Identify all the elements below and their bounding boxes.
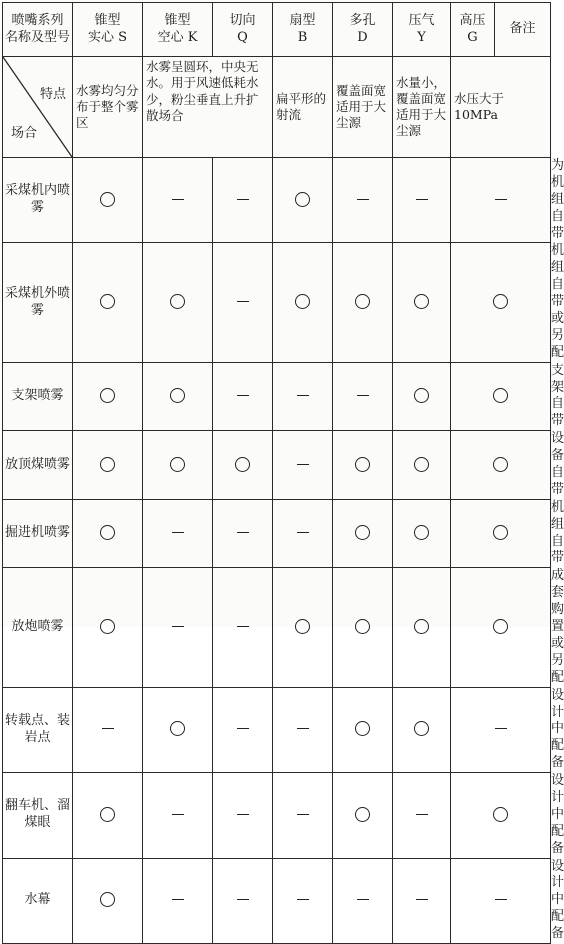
mark-cell <box>333 858 393 943</box>
row-label: 转载点、装岩点 <box>3 687 73 772</box>
circle-mark-icon <box>295 192 310 207</box>
mark-cell <box>273 362 333 431</box>
mark-cell <box>143 773 213 858</box>
row-label: 采煤机外喷雾 <box>3 243 73 362</box>
mark-cell <box>393 773 451 858</box>
mark-cell <box>273 568 333 687</box>
mark-cell <box>73 687 143 772</box>
dash-mark-icon <box>297 395 309 396</box>
dash-mark-icon <box>172 199 184 200</box>
dash-mark-icon <box>416 899 428 900</box>
mark-cell <box>213 362 273 431</box>
circle-mark-icon <box>493 294 508 309</box>
mark-cell <box>213 243 273 362</box>
mark-cell <box>73 568 143 687</box>
col-header-g: 高压 G <box>451 3 495 57</box>
mark-cell <box>143 499 213 568</box>
dash-mark-icon <box>237 814 249 815</box>
dash-mark-icon <box>357 199 369 200</box>
row-label: 翻车机、溜煤眼 <box>3 773 73 858</box>
mark-cell <box>393 158 451 243</box>
circle-mark-icon <box>414 721 429 736</box>
circle-mark-icon <box>414 619 429 634</box>
circle-mark-icon <box>355 294 370 309</box>
feature-row <box>3 57 551 158</box>
place-label: 场合 <box>11 126 38 142</box>
dash-mark-icon <box>172 532 184 533</box>
circle-mark-icon <box>100 892 115 907</box>
circle-mark-icon <box>414 525 429 540</box>
mark-cell <box>393 243 451 362</box>
feature-s: 水雾均匀分布于整个雾区 <box>73 57 143 158</box>
circle-mark-icon <box>493 388 508 403</box>
mark-cell <box>213 431 273 500</box>
mark-cell <box>273 243 333 362</box>
dash-mark-icon <box>237 532 249 533</box>
mark-cell <box>143 243 213 362</box>
mark-cell <box>213 499 273 568</box>
dash-mark-icon <box>297 814 309 815</box>
dash-mark-icon <box>172 899 184 900</box>
mark-cell <box>143 687 213 772</box>
mark-cell <box>143 362 213 431</box>
mark-cell <box>143 431 213 500</box>
col-header-s: 锥型 实心 S <box>73 3 143 57</box>
mark-cell <box>393 858 451 943</box>
row-label: 放炮喷雾 <box>3 568 73 687</box>
feature-g: 水压大于10MPa <box>451 57 551 158</box>
col-header-d: 多孔 D <box>333 3 393 57</box>
first-column-header <box>3 3 73 57</box>
circle-mark-icon <box>100 525 115 540</box>
dash-mark-icon <box>357 899 369 900</box>
mark-cell <box>213 858 273 943</box>
dash-mark-icon <box>297 464 309 465</box>
dash-mark-icon <box>237 626 249 627</box>
mark-cell <box>73 158 143 243</box>
mark-cell <box>451 158 551 243</box>
circle-mark-icon <box>414 457 429 472</box>
table-row: 采煤机外喷雾 机组自带或另配 <box>3 243 551 362</box>
feature-d: 覆盖面宽适用于大尘源 <box>333 57 393 158</box>
diagonal-header-cell <box>3 57 73 158</box>
first-col-header-line1: 喷嘴系列 <box>11 12 64 28</box>
table-row: 放炮喷雾 成套购置或另配 <box>3 568 551 687</box>
circle-mark-icon <box>355 457 370 472</box>
dash-mark-icon <box>297 728 309 729</box>
table-row: 支架喷雾 支架自带 <box>3 362 551 431</box>
circle-mark-icon <box>493 525 508 540</box>
feature-k: 水雾呈圆环，中央无水。用于风速低耗水少，粉尘垂直上升扩散场合 <box>143 57 273 158</box>
feature-b: 扁平形的射流 <box>273 57 333 158</box>
mark-cell <box>451 858 551 943</box>
table-row: 掘进机喷雾 机组自带 <box>3 499 551 568</box>
circle-mark-icon <box>235 457 250 472</box>
mark-cell <box>213 687 273 772</box>
circle-mark-icon <box>170 721 185 736</box>
mark-cell <box>273 431 333 500</box>
circle-mark-icon <box>295 619 310 634</box>
mark-cell <box>393 431 451 500</box>
circle-mark-icon <box>414 388 429 403</box>
circle-mark-icon <box>414 294 429 309</box>
nozzle-selection-table <box>2 2 564 944</box>
row-label: 放顶煤喷雾 <box>3 431 73 500</box>
mark-cell <box>451 362 551 431</box>
mark-cell <box>273 773 333 858</box>
mark-cell <box>393 362 451 431</box>
circle-mark-icon <box>355 619 370 634</box>
mark-cell <box>73 499 143 568</box>
circle-mark-icon <box>493 807 508 822</box>
circle-mark-icon <box>170 388 185 403</box>
col-header-y: 压气 Y <box>393 3 451 57</box>
header-row <box>3 3 551 57</box>
mark-cell <box>273 158 333 243</box>
mark-cell <box>451 431 551 500</box>
table-row: 采煤机内喷雾 为机组自带 <box>3 158 551 243</box>
mark-cell <box>333 499 393 568</box>
mark-cell <box>73 362 143 431</box>
mark-cell <box>393 687 451 772</box>
circle-mark-icon <box>100 457 115 472</box>
mark-cell <box>73 858 143 943</box>
mark-cell <box>333 243 393 362</box>
first-col-header-line2: 名称及型号 <box>4 29 70 45</box>
mark-cell <box>143 858 213 943</box>
col-header-note: 备注 <box>495 3 551 57</box>
mark-cell <box>273 687 333 772</box>
mark-cell <box>213 158 273 243</box>
mark-cell <box>73 243 143 362</box>
circle-mark-icon <box>100 192 115 207</box>
dash-mark-icon <box>237 301 249 302</box>
circle-mark-icon <box>355 525 370 540</box>
circle-mark-icon <box>295 294 310 309</box>
table-row: 翻车机、溜煤眼 设计中配备 <box>3 773 551 858</box>
mark-cell <box>333 362 393 431</box>
circle-mark-icon <box>100 807 115 822</box>
dash-mark-icon <box>495 728 507 729</box>
row-label: 掘进机喷雾 <box>3 499 73 568</box>
mark-cell <box>333 687 393 772</box>
circle-mark-icon <box>100 294 115 309</box>
mark-cell <box>393 499 451 568</box>
dash-mark-icon <box>297 899 309 900</box>
mark-cell <box>333 158 393 243</box>
mark-cell <box>333 431 393 500</box>
dash-mark-icon <box>495 199 507 200</box>
dash-mark-icon <box>172 626 184 627</box>
mark-cell <box>73 773 143 858</box>
mark-cell <box>451 243 551 362</box>
mark-cell <box>143 158 213 243</box>
circle-mark-icon <box>355 807 370 822</box>
dash-mark-icon <box>416 199 428 200</box>
dash-mark-icon <box>237 728 249 729</box>
mark-cell <box>451 773 551 858</box>
mark-cell <box>451 687 551 772</box>
dash-mark-icon <box>172 814 184 815</box>
circle-mark-icon <box>493 619 508 634</box>
mark-cell <box>213 568 273 687</box>
feature-label: 特点 <box>39 87 66 102</box>
mark-cell <box>143 568 213 687</box>
row-label: 采煤机内喷雾 <box>3 158 73 243</box>
dash-mark-icon <box>357 395 369 396</box>
circle-mark-icon <box>170 294 185 309</box>
mark-cell <box>451 499 551 568</box>
col-header-k: 锥型 空心 K <box>143 3 213 57</box>
circle-mark-icon <box>170 457 185 472</box>
circle-mark-icon <box>355 721 370 736</box>
dash-mark-icon <box>237 199 249 200</box>
feature-y: 水量小，覆盖面宽适用于大尘源 <box>393 57 451 158</box>
circle-mark-icon <box>100 388 115 403</box>
mark-cell <box>273 499 333 568</box>
row-label: 水幕 <box>3 858 73 943</box>
mark-cell <box>393 568 451 687</box>
mark-cell <box>333 568 393 687</box>
mark-cell <box>73 431 143 500</box>
mark-cell <box>333 773 393 858</box>
dash-mark-icon <box>237 899 249 900</box>
dash-mark-icon <box>297 532 309 533</box>
row-label: 支架喷雾 <box>3 362 73 431</box>
mark-cell <box>213 773 273 858</box>
dash-mark-icon <box>495 899 507 900</box>
table-row: 转载点、装岩点 设计中配备 <box>3 687 551 772</box>
mark-cell <box>273 858 333 943</box>
table-row: 放顶煤喷雾 设备自带 <box>3 431 551 500</box>
dash-mark-icon <box>416 814 428 815</box>
table-row: 水幕 设计中配备 <box>3 858 551 943</box>
circle-mark-icon <box>100 619 115 634</box>
circle-mark-icon <box>493 457 508 472</box>
mark-cell <box>451 568 551 687</box>
col-header-q: 切向 Q <box>213 3 273 57</box>
dash-mark-icon <box>102 728 114 729</box>
dash-mark-icon <box>237 395 249 396</box>
col-header-b: 扇型 B <box>273 3 333 57</box>
